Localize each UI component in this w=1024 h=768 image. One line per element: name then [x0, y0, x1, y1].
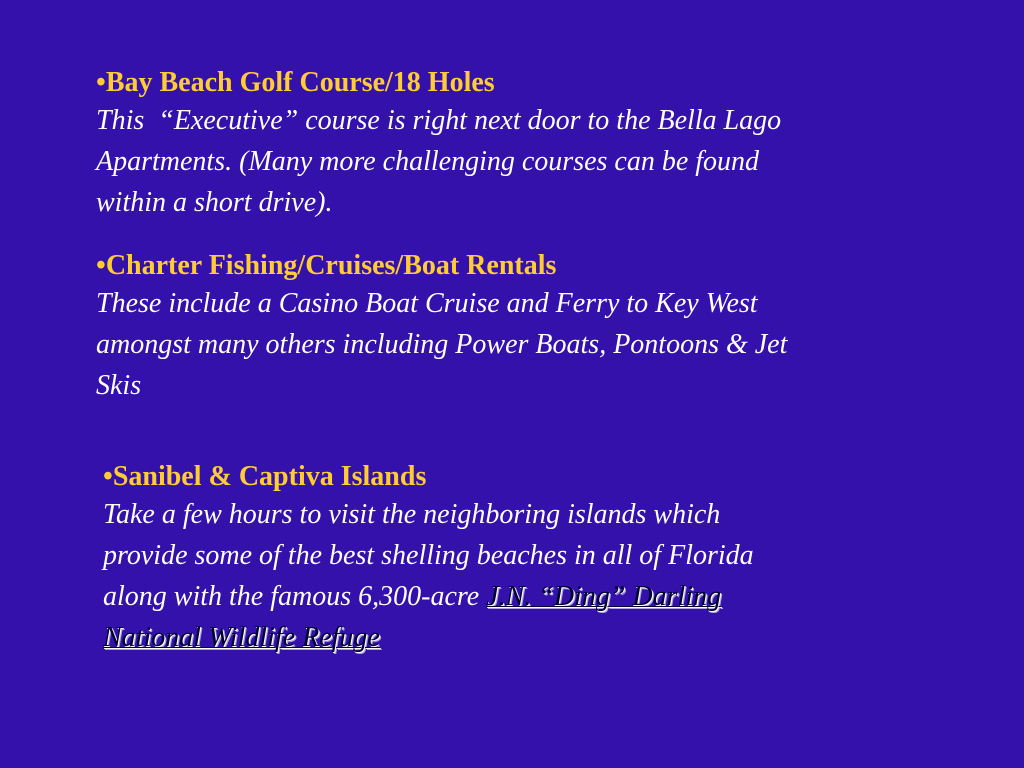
fishing-line-1: These include a Casino Boat Cruise and Ferry to Key West [96, 288, 758, 319]
golf-line-1: This “Executive” course is right next door to the Bella Lago [96, 105, 782, 136]
sanibel-line-4 [103, 617, 943, 658]
golf-description [96, 100, 976, 223]
sanibel-heading-text: Sanibel & Captiva Islands [112, 461, 427, 492]
refuge-link-part-1[interactable]: J.N. “Ding” Darling [486, 581, 722, 612]
golf-heading [96, 66, 976, 100]
fishing-heading [96, 249, 976, 283]
golf-line-3: within a short drive). [96, 187, 333, 218]
sanibel-line-3 [103, 576, 943, 617]
sanibel-line-3-text: along with the famous 6,300-acre [103, 581, 487, 612]
refuge-link-part-2[interactable]: National Wildlife Refuge [103, 622, 380, 653]
fishing-section [96, 249, 976, 406]
fishing-line-3: Skis [96, 370, 142, 401]
golf-section [96, 66, 976, 223]
bullet: • [96, 250, 106, 281]
golf-line-2: Apartments. (Many more challenging courses can be found [96, 146, 760, 177]
fishing-heading-text: Charter Fishing/Cruises/Boat Rentals [105, 250, 557, 281]
sanibel-line-2: provide some of the best shelling beaches in all of Florida [103, 540, 754, 571]
bullet: • [103, 461, 113, 492]
fishing-description [96, 283, 976, 406]
sanibel-description [103, 494, 943, 658]
fishing-line-2: amongst many others including Power Boats, Pontoons & Jet [96, 329, 788, 360]
sanibel-heading [103, 460, 943, 494]
sanibel-section [103, 460, 943, 658]
bullet: • [96, 67, 106, 98]
sanibel-line-1: Take a few hours to visit the neighboring islands which [103, 499, 721, 530]
golf-heading-text: Bay Beach Golf Course/18 Holes [105, 67, 495, 98]
